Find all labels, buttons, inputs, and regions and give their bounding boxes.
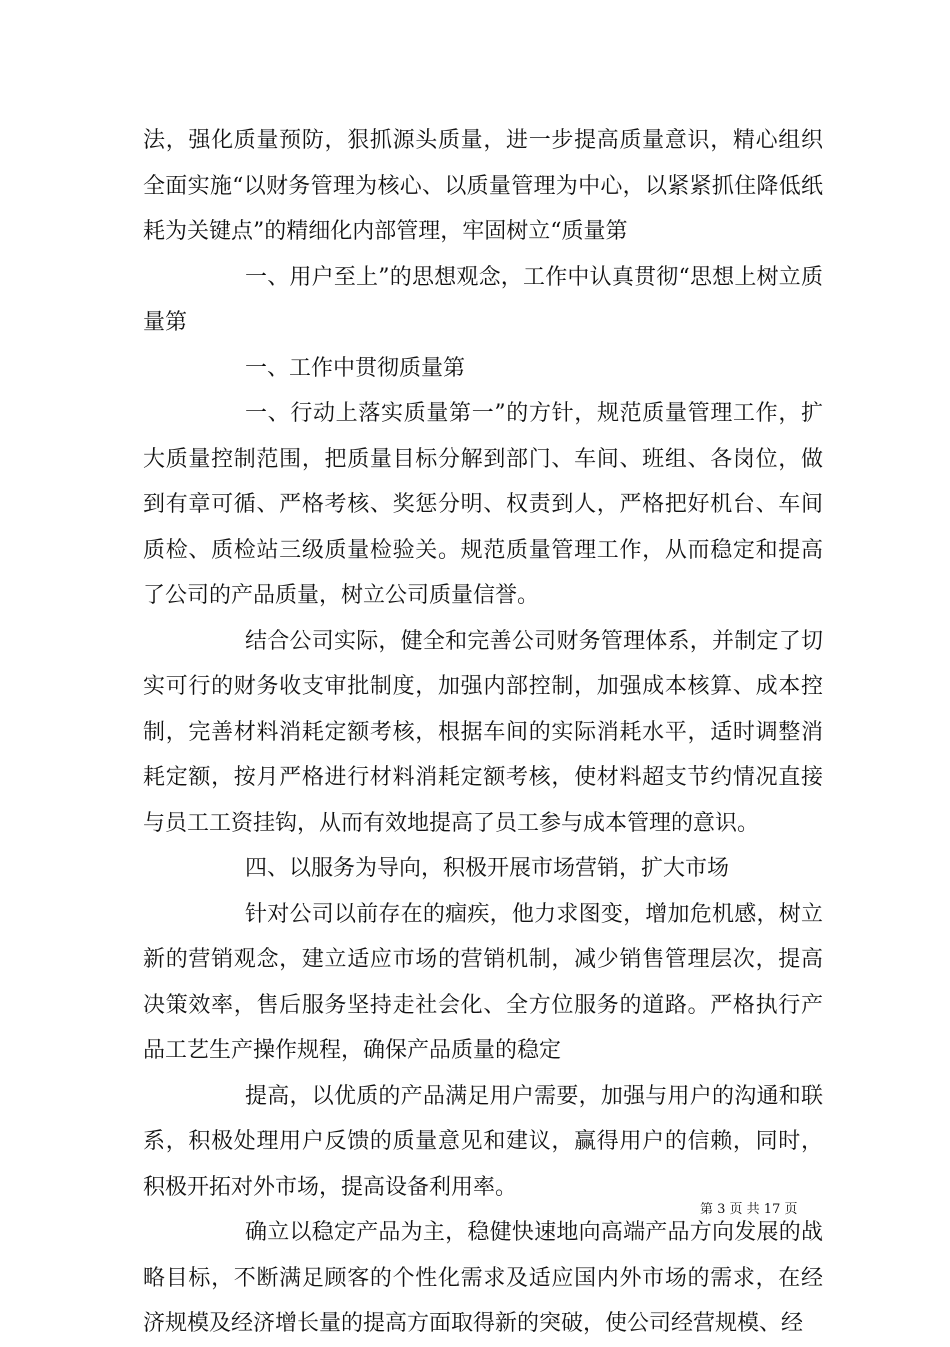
paragraph-6: 四、以服务为导向，积极开展市场营销，扩大市场 [245,856,730,881]
document-body [143,118,823,1347]
page-number-footer: 第 3 页 共 17 页 [700,1202,798,1217]
paragraph-3: 一、工作中贯彻质量第 [245,355,466,381]
paragraph-8: 提高，以优质的产品满足用户需要，加强与用户的沟通和联系，积极处理用户反馈的质量意见和建议，赢得用户的信赖，同时，积极开拓对外市场，提高设备利用率。 [143,1083,823,1200]
paragraph-7: 针对公司以前存在的痼疾，他力求图变，增加危机感，树立新的营销观念，建立适应市场的营销机制，减少销售管理层次，提高决策效率，售后服务坚持走社会化、全方位服务的道路。严格执行产品工艺生产操作规程，确保产品质量的稳定 [143,901,823,1063]
paragraph-9: 确立以稳定产品为主，稳健快速地向高端产品方向发展的战略目标，不断满足顾客的个性化需求及适应国内外市场的需求，在经济规模及经济增长量的提高方面取得新的突破，使公司经营规模、经 [143,1220,823,1336]
paragraph-1: 法，强化质量预防，狠抓源头质量，进一步提高质量意识，精心组织全面实施“以财务管理为核心、以质量管理为中心，以紧紧抓住降低纸耗为关键点”的精细化内部管理，牢固树立“质量第 [143,128,823,244]
paragraph-2: 一、用户至上”的思想观念，工作中认真贯彻“思想上树立质量第 [143,264,823,335]
paragraph-5: 结合公司实际，健全和完善公司财务管理体系，并制定了切实可行的财务收支审批制度，加强内部控制，加强成本核算、成本控制，完善材料消耗定额考核，根据车间的实际消耗水平，适时调整消耗定额，按月严格进行材料消耗定额考核，使材料超支节约情况直接与员工工资挂钩，从而有效地提高了员工参与成本管理的意识。 [143,628,823,836]
paragraph-4: 一、行动上落实质量第一”的方针，规范质量管理工作，扩大质量控制范围，把质量目标分解到部门、车间、班组、各岗位，做到有章可循、严格考核、奖惩分明、权责到人，严格把好机台、车间质检、质检站三级质量检验关。规范质量管理工作，从而稳定和提高了公司的产品质量，树立公司质量信誉。 [143,401,823,608]
